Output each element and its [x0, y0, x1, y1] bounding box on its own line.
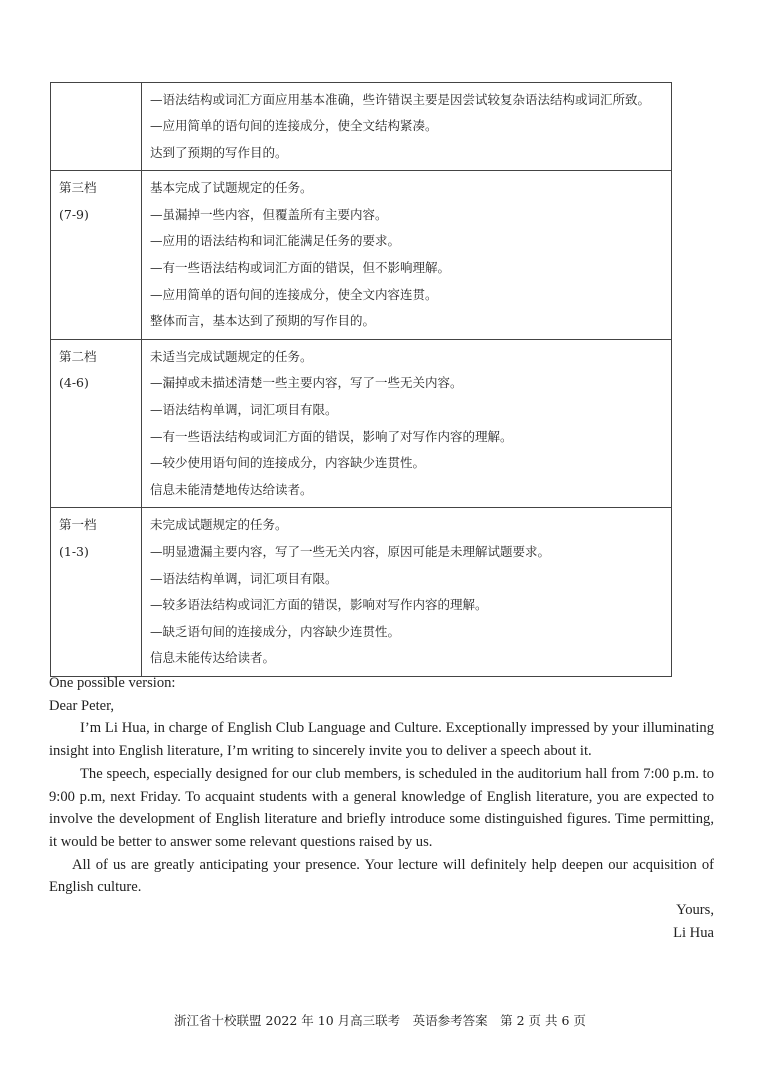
letter-salutation: Dear Peter,: [49, 697, 115, 714]
letter-paragraph-2: The speech, especially designed for our club members, is scheduled in the auditorium hall from 7:00 p.m. to 9:00 p.m, next Friday. To acquaint students with a general knowledge of English literature, you are expected to involve the development of English literature and briefly introduce some distinguished figures. Time permitting, it would be better to answer some relevant questions raised by us.: [49, 765, 714, 850]
rubric-level-name: [59, 87, 135, 114]
rubric-level-name: 第二档: [59, 348, 97, 364]
sample-letter: [49, 672, 714, 944]
rubric-criterion: —较多语法结构或词汇方面的错误，影响对写作内容的理解。: [150, 597, 488, 613]
rubric-level-name: 第三档: [59, 180, 97, 196]
letter-paragraph-1: I’m Li Hua, in charge of English Club Language and Culture. Exceptionally impressed by your illuminating insight into English literature, I’m writing to sincerely invite you to deliver a speech about it.: [49, 720, 714, 760]
rubric-criterion: —缺乏语句间的连接成分，内容缺少连贯性。: [150, 623, 401, 639]
rubric-level-cell: [51, 508, 142, 677]
rubric-description-cell: [142, 171, 672, 340]
rubric-criterion: —应用的语法结构和词汇能满足任务的要求。: [150, 233, 401, 249]
page-footer: 浙江省十校联盟 2022 年 10 月高三联考 英语参考答案 第 2 页 共 6 页: [174, 1013, 586, 1028]
rubric-row: [51, 83, 672, 171]
rubric-score-range: (1-3): [59, 543, 89, 559]
rubric-description-cell: [142, 508, 672, 677]
rubric-row: [51, 508, 672, 677]
rubric-criterion: —语法结构单调，词汇项目有限。: [150, 401, 338, 417]
rubric-level-cell: [51, 339, 142, 508]
rubric-level-cell: [51, 171, 142, 340]
rubric-criterion: 达到了预期的写作目的。: [150, 144, 288, 160]
rubric-criterion: —明显遗漏主要内容，写了一些无关内容，原因可能是未理解试题要求。: [150, 543, 551, 559]
rubric-description-cell: [142, 339, 672, 508]
rubric-criterion: —语法结构或词汇方面应用基本准确，些许错误主要是因尝试较复杂语法结构或词汇所致。: [150, 92, 651, 107]
letter-heading: One possible version:: [49, 675, 176, 691]
rubric-criterion: 未适当完成试题规定的任务。: [150, 348, 313, 364]
rubric-criterion: —应用简单的语句间的连接成分，使全文内容连贯。: [150, 286, 438, 302]
scoring-rubric-table: [50, 82, 672, 677]
rubric-level-cell: [51, 83, 142, 171]
rubric-criterion: 未完成试题规定的任务。: [150, 517, 288, 533]
rubric-criterion: 基本完成了试题规定的任务。: [150, 180, 313, 196]
rubric-row: [51, 171, 672, 340]
rubric-criterion: —语法结构单调，词汇项目有限。: [150, 570, 338, 586]
rubric-criterion: 信息未能清楚地传达给读者。: [150, 481, 313, 497]
rubric-description-cell: [142, 83, 672, 171]
rubric-criterion: —有一些语法结构或词汇方面的错误，影响了对写作内容的理解。: [150, 428, 513, 444]
rubric-score-range: [59, 114, 135, 141]
rubric-row: [51, 339, 672, 508]
rubric-criterion: —漏掉或未描述清楚一些主要内容，写了一些无关内容。: [150, 375, 463, 391]
letter-paragraph-3: All of us are greatly anticipating your presence. Your lecture will definitely help deepen our acquisition of English culture.: [49, 856, 714, 896]
rubric-body: [51, 83, 672, 677]
letter-closing: Yours,: [676, 902, 714, 919]
rubric-level-name: 第一档: [59, 517, 97, 533]
rubric-criterion: —有一些语法结构或词汇方面的错误，但不影响理解。: [150, 259, 451, 275]
rubric-criterion: —较少使用语句间的连接成分，内容缺少连贯性。: [150, 455, 426, 471]
rubric-criterion: 信息未能传达给读者。: [150, 650, 276, 666]
letter-signature: Li Hua: [673, 924, 714, 941]
rubric-criterion: 整体而言，基本达到了预期的写作目的。: [150, 313, 376, 329]
rubric-criterion: —虽漏掉一些内容，但覆盖所有主要内容。: [150, 206, 388, 222]
rubric-score-range: (4-6): [59, 375, 89, 391]
rubric-score-range: (7-9): [59, 206, 89, 222]
rubric-criterion: —应用简单的语句间的连接成分，使全文结构紧凑。: [150, 118, 438, 133]
